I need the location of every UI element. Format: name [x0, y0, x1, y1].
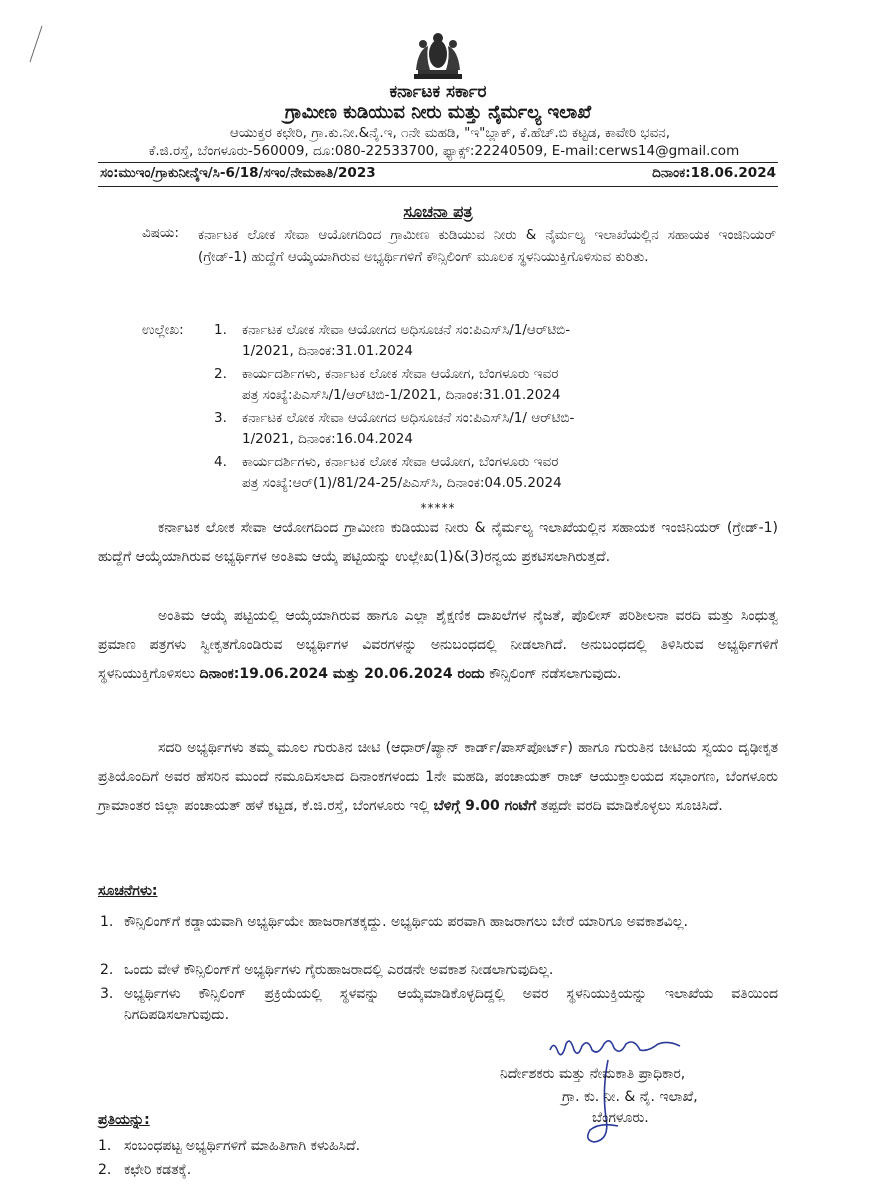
counselling-dates: ದಿನಾಂಕ:19.06.2024 ಮತ್ತು 20.06.2024 ರಂದು	[199, 666, 485, 682]
reference-number-label: 4.	[214, 454, 227, 470]
header-divider-top	[98, 162, 778, 163]
header-divider-bottom	[98, 186, 778, 187]
paragraph-2: ಅಂತಿಮ ಆಯ್ಕೆ ಪಟ್ಟಿಯಲ್ಲಿ ಆಯ್ಕೆಯಾಗಿರುವ ಹಾಗೂ ಎಲ್ಲಾ ಶೈಕ್ಷಣಿಕ ದಾಖಲೆಗಳ ನೈಜತೆ, ಪೊಲೀಸ್ ಪರಿಶೀಲನಾ ವರದಿ ಮತ್ತು ಸಿಂಧುತ್ವ ಪ್ರಮಾಣ ಪತ್ರಗಳು ಸ್ವೀಕೃತಗೊಂಡಿರುವ ಅಭ್ಯರ್ಥಿಗಳ ವಿವರಗಳನ್ನು ಅನುಬಂಧದಲ್ಲಿ ನೀಡಲಾಗಿದೆ. ಅನುಬಂಧದಲ್ಲಿ ತಿಳಿಸಿರುವ ಅಭ್ಯರ್ಥಿಗಳಿಗೆ ಸ್ಥಳನಿಯುಕ್ತಿಗೊಳಿಸಲು ದಿನಾಂಕ:19.06.2024 ಮತ್ತು 20.06.2024 ರಂದು ಕೌನ್ಸಿಲಿಂಗ್ ನಡೆಸಲಾಗುವುದು.	[98, 608, 778, 682]
copy-number: 1.	[98, 1138, 112, 1154]
section-separator: *****	[420, 501, 456, 515]
instruction-number: 1.	[100, 914, 114, 930]
copy-item	[98, 1138, 360, 1154]
copy-text: ಸಂಬಂಧಪಟ್ಟ ಅಭ್ಯರ್ಥಿಗಳಿಗೆ ಮಾಹಿತಿಗಾಗಿ ಕಳುಹಿಸಿದೆ.	[124, 1138, 361, 1154]
government-name: ಕರ್ನಾಟಕ ಸರ್ಕಾರ	[389, 82, 487, 102]
instruction-number: 3.	[100, 986, 114, 1002]
reference-text: ಕಾರ್ಯದರ್ಶಿಗಳು, ಕರ್ನಾಟಕ ಲೋಕ ಸೇವಾ ಆಯೋಗ, ಬೆಂಗಳೂರು ಇವರ ಪತ್ರ ಸಂಖ್ಯೆ:ಪಿಎಸ್‌ಸಿ/1/ಆರ್‌ಟಿಬಿ-1/2021, ದಿನಾಂಕ:31.01.2024	[242, 366, 561, 403]
reference-item	[200, 320, 776, 364]
signatory-place: ಬೆಂಗಳೂರು.	[592, 1110, 649, 1126]
department-name: ಗ್ರಾಮೀಣ ಕುಡಿಯುವ ನೀರು ಮತ್ತು ನೈರ್ಮಲ್ಯ ಇಲಾಖೆ	[284, 102, 592, 123]
instructions-title: ಸೂಚನೆಗಳು:	[98, 883, 158, 899]
address-line-1: ಆಯುಕ್ತರ ಕಛೇರಿ, ಗ್ರಾ.ಕು.ನೀ.&ನೈ.ಇ, ೧ನೇ ಮಹಡಿ, "ಇ"ಬ್ಲಾಕ್, ಕೆ.ಹೆಚ್.ಬಿ ಕಟ್ಟಡ, ಕಾವೇರಿ ಭವನ,	[229, 125, 671, 141]
reference-number-label: 1.	[214, 322, 227, 338]
pen-mark	[26, 22, 46, 66]
reference-number-label: 2.	[214, 366, 227, 382]
copy-text: ಕಛೇರಿ ಕಡತಕ್ಕೆ.	[124, 1162, 192, 1178]
paragraph-1: ಕರ್ನಾಟಕ ಲೋಕ ಸೇವಾ ಆಯೋಗದಿಂದ ಗ್ರಾಮೀಣ ಕುಡಿಯುವ ನೀರು & ನೈರ್ಮಲ್ಯ ಇಲಾಖೆಯಲ್ಲಿನ ಸಹಾಯಕ ಇಂಜಿನಿಯರ್ (ಗ್ರೇಡ್-1) ಹುದ್ದೆಗೆ ಆಯ್ಕೆಯಾಗಿರುವ ಅಭ್ಯರ್ಥಿಗಳ ಅಂತಿಮ ಆಯ್ಕೆ ಪಟ್ಟಿಯನ್ನು ಉಲ್ಲೇಖ(1)&(3)ರನ್ವಯ ಪ್ರಕಟಿಸಲಾಗಿರುತ್ತದೆ.	[98, 520, 778, 565]
reference-text: ಕರ್ನಾಟಕ ಲೋಕ ಸೇವಾ ಆಯೋಗದ ಅಧಿಸೂಚನೆ ಸಂ:ಪಿಎಸ್‌ಸಿ/1/ ಆರ್‌ಟಿಬಿ- 1/2021, ದಿನಾಂಕ:16.04.2024	[242, 410, 575, 447]
instruction-item	[98, 912, 778, 956]
reference-text: ಕರ್ನಾಟಕ ಲೋಕ ಸೇವಾ ಆಯೋಗದ ಅಧಿಸೂಚನೆ ಸಂ:ಪಿಎಸ್‌ಸಿ/1/ಆರ್‌ಟಿಬಿ- 1/2021, ದಿನಾಂಕ:31.01.2024	[242, 322, 571, 359]
instruction-text: ಕೌನ್ಸಿಲಿಂಗ್‌ಗೆ ಕಡ್ಡಾಯವಾಗಿ ಅಭ್ಯರ್ಥಿಯೇ ಹಾಜರಾಗತಕ್ಕದ್ದು. ಅಭ್ಯರ್ಥಿಯ ಪರವಾಗಿ ಹಾಜರಾಗಲು ಬೇರೆ ಯಾರಿಗೂ ಅವಕಾಶವಿಲ್ಲ.	[124, 914, 688, 930]
reporting-time: ಬೆಳಿಗ್ಗೆ 9.00 ಗಂಟೆಗೆ	[433, 798, 537, 814]
instruction-text: ಅಭ್ಯರ್ಥಿಗಳು ಕೌನ್ಸಿಲಿಂಗ್ ಪ್ರಕ್ರಿಯೆಯಲ್ಲಿ ಸ್ಥಳವನ್ನು ಆಯ್ಕೆಮಾಡಿಕೊಳ್ಳದಿದ್ದಲ್ಲಿ ಅವರ ಸ್ಥಳನಿಯುಕ್ತಿಯನ್ನು ಇಲಾಖೆಯ ವತಿಯಿಂದ ನಿಗದಿಪಡಿಸಲಾಗುವುದು.	[124, 986, 778, 1023]
copy-item	[98, 1162, 191, 1178]
reference-item	[200, 452, 776, 496]
state-emblem-icon	[408, 30, 468, 82]
copies-title: ಪ್ರತಿಯನ್ನು:	[98, 1112, 150, 1128]
subject-text: ಕರ್ನಾಟಕ ಲೋಕ ಸೇವಾ ಆಯೋಗದಿಂದ ಗ್ರಾಮೀಣ ಕುಡಿಯುವ ನೀರು & ನೈರ್ಮಲ್ಯ ಇಲಾಖೆಯಲ್ಲಿನ ಸಹಾಯಕ ಇಂಜಿನಿಯರ್ (ಗ್ರೇಡ್-1) ಹುದ್ದೆಗೆ ಆಯ್ಕೆಯಾಗಿರುವ ಅಭ್ಯರ್ಥಿಗಳಿಗೆ ಕೌನ್ಸಿಲಿಂಗ್ ಮೂಲಕ ಸ್ಥಳನಿಯುಕ್ತಿಗೊಳಿಸುವ ಕುರಿತು.	[198, 227, 776, 265]
notice-title: ಸೂಚನಾ ಪತ್ರ	[403, 202, 473, 221]
references-label: ಉಲ್ಲೇಖ:	[142, 322, 184, 338]
subject-label: ವಿಷಯ:	[142, 225, 179, 241]
copy-number: 2.	[98, 1162, 112, 1178]
reference-number: ಸಂ:ಮುಇಂ/ಗ್ರಾಕುನೀನೈಇ/ಸಿ-6/18/ಸಇಂ/ನೇಮಕಾತಿ/2023	[100, 165, 376, 181]
notice-date: ದಿನಾಂಕ:18.06.2024	[652, 165, 776, 181]
instruction-item	[98, 984, 778, 1028]
reference-item	[200, 408, 776, 452]
paragraph-3: ಸದರಿ ಅಭ್ಯರ್ಥಿಗಳು ತಮ್ಮ ಮೂಲ ಗುರುತಿನ ಚೀಟಿ (ಆಧಾರ್/ಪ್ಯಾನ್ ಕಾರ್ಡ್/ಪಾಸ್‌ಪೋರ್ಟ್) ಹಾಗೂ ಗುರುತಿನ ಚೀಟಿಯ ಸ್ವಯಂ ದೃಢೀಕೃತ ಪ್ರತಿಯೊಂದಿಗೆ ಅವರ ಹೆಸರಿನ ಮುಂದೆ ನಮೂದಿಸಲಾದ ದಿನಾಂಕಗಳಂದು 1ನೇ ಮಹಡಿ, ಪಂಚಾಯತ್ ರಾಜ್ ಆಯುಕ್ತಾಲಯದ ಸಭಾಂಗಣ, ಬೆಂಗಳೂರು ಗ್ರಾಮಾಂತರ ಜಿಲ್ಲಾ ಪಂಚಾಯತ್ ಹಳೆ ಕಟ್ಟಡ, ಕೆ.ಜಿ.ರಸ್ತೆ, ಬೆಂಗಳೂರು ಇಲ್ಲಿ ಬೆಳಿಗ್ಗೆ 9.00 ಗಂಟೆಗೆ ತಪ್ಪದೇ ವರದಿ ಮಾಡಿಕೊಳ್ಳಲು ಸೂಚಿಸಿದೆ.	[98, 740, 778, 814]
address-line-2: ಕೆ.ಜಿ.ರಸ್ತೆ, ಬೆಂಗಳೂರು-560009, ದೂ:080-22533700, ಫ್ಯಾಕ್ಸ್:22240509, E-mail:cerws14@gmail.com	[148, 143, 740, 159]
instruction-item	[98, 960, 778, 982]
signatory-department: ಗ್ರಾ. ಕು. ನೀ. & ನೈ. ಇಲಾಖೆ,	[562, 1089, 698, 1105]
reference-item	[200, 364, 776, 408]
reference-row	[98, 164, 778, 186]
signatory-title: ನಿರ್ದೇಶಕರು ಮತ್ತು ನೇಮಕಾತಿ ಪ್ರಾಧಿಕಾರ,	[500, 1066, 686, 1082]
instruction-number: 2.	[100, 962, 114, 978]
reference-text: ಕಾರ್ಯದರ್ಶಿಗಳು, ಕರ್ನಾಟಕ ಲೋಕ ಸೇವಾ ಆಯೋಗ, ಬೆಂಗಳೂರು ಇವರ ಪತ್ರ ಸಂಖ್ಯೆ:ಆರ್(1)/81/24-25/ಪಿಎಸ್‌ಸಿ, ದಿನಾಂಕ:04.05.2024	[242, 454, 562, 491]
reference-number-label: 3.	[214, 410, 227, 426]
instruction-text: ಒಂದು ವೇಳೆ ಕೌನ್ಸಿಲಿಂಗ್‌ಗೆ ಅಭ್ಯರ್ಥಿಗಳು ಗೈರುಹಾಜರಾದಲ್ಲಿ ಎರಡನೇ ಅವಕಾಶ ನೀಡಲಾಗುವುದಿಲ್ಲ.	[124, 962, 554, 978]
